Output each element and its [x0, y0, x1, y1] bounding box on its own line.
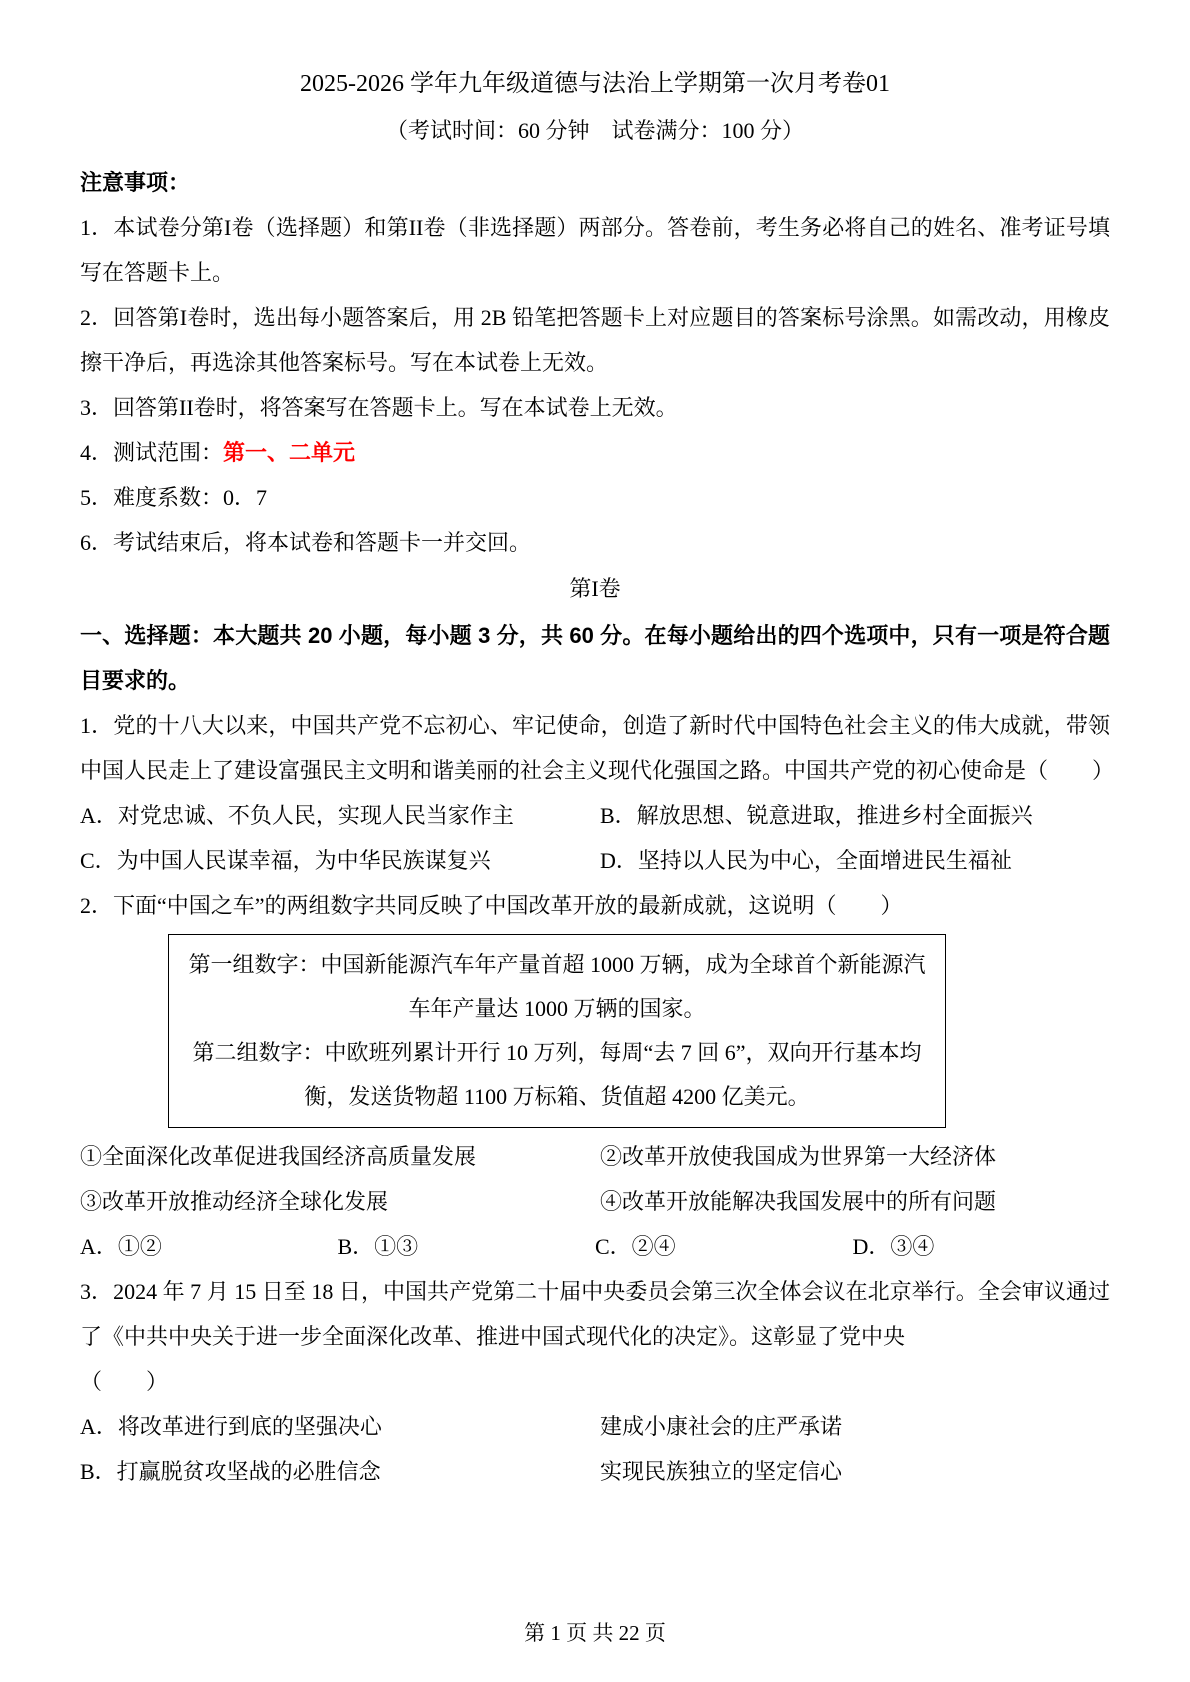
notice-item-4: [80, 430, 1110, 475]
question-2-statement-4: ④改革开放能解决我国发展中的所有问题: [600, 1189, 997, 1214]
question-1-option-d: D．坚持以人民为中心，全面增进民生福祉: [600, 848, 1012, 873]
question-2-option-d: D．③④: [852, 1234, 935, 1259]
exam-time-score-info: （考试时间：60 分钟 试卷满分：100 分）: [385, 118, 804, 143]
notice-item-3: 3．回答第II卷时，将答案写在答题卡上。写在本试卷上无效。: [80, 395, 678, 420]
notice-item-2: 2．回答第I卷时，选出每小题答案后，用 2B 铅笔把答题卡上对应题目的答案标号涂黑。如需改动，用橡皮擦干净后，再选涂其他答案标号。写在本试卷上无效。: [80, 305, 1110, 375]
question-2-statement-2: ②改革开放使我国成为世界第一大经济体: [600, 1144, 997, 1169]
page-title: 2025-2026 学年九年级道德与法治上学期第一次月考卷01: [300, 71, 890, 97]
notice-item-1: 1．本试卷分第I卷（选择题）和第II卷（非选择题）两部分。答卷前，考生务必将自己的姓名、准考证号填写在答题卡上。: [80, 215, 1110, 285]
notice-item-4-test-scope: 第一、二单元: [223, 440, 356, 465]
question-3-option-b: B．打赢脱贫攻坚战的必胜信念: [80, 1459, 381, 1484]
question-3-option-a: A．将改革进行到底的坚强决心: [80, 1414, 382, 1439]
question-2-statements: [80, 1134, 1110, 1224]
volume-1-heading: 第I卷: [569, 576, 621, 601]
question-3-option-right-1: 建成小康社会的庄严承诺: [600, 1414, 843, 1439]
question-1-option-c: C．为中国人民谋幸福，为中华民族谋复兴: [80, 848, 491, 873]
question-2-options: [80, 1224, 1110, 1269]
page-number-indicator: 第 1 页 共 22 页: [524, 1621, 666, 1645]
question-1-options: [80, 793, 1110, 883]
question-2-stem: 2．下面“中国之车”的两组数字共同反映了中国改革开放的最新成就，这说明（ ）: [80, 893, 903, 918]
question-2-option-b: B．①③: [337, 1234, 419, 1259]
question-2-data-group-1: 第一组数字：中国新能源汽车年产量首超 1000 万辆，成为全球首个新能源汽车年产量达 1000 万辆的国家。: [188, 952, 926, 1021]
question-3-stem: 3．2024 年 7 月 15 日至 18 日，中国共产党第二十届中央委员会第三次全体会议在北京举行。全会审议通过了《中共中央关于进一步全面深化改革、推进中国式现代化的决定》。这彰显了党中央: [80, 1279, 1110, 1349]
question-2-option-c: C．②④: [595, 1234, 676, 1259]
notice-item-5: 5．难度系数：0．7: [80, 485, 268, 510]
question-1-stem: 1．党的十八大以来，中国共产党不忘初心、牢记使命，创造了新时代中国特色社会主义的伟大成就，带领中国人民走上了建设富强民主文明和谐美丽的社会主义现代化强国之路。中国共产党的初心使命是（ ）: [80, 713, 1115, 783]
question-3-option-right-2: 实现民族独立的坚定信心: [600, 1459, 843, 1484]
question-1-option-a: A．对党忠诚、不负人民，实现人民当家作主: [80, 803, 514, 828]
question-2-data-group-2: 第二组数字：中欧班列累计开行 10 万列，每周“去 7 回 6”，双向开行基本均衡，发送货物超 1100 万标箱、货值超 4200 亿美元。: [192, 1040, 922, 1109]
question-3-stem-tail: （ ）: [80, 1369, 169, 1394]
question-2-option-a: A．①②: [80, 1234, 162, 1259]
question-2-statement-1: ①全面深化改革促进我国经济高质量发展: [80, 1144, 477, 1169]
question-2-material-box: [168, 934, 946, 1128]
notice-item-6: 6．考试结束后，将本试卷和答题卡一并交回。: [80, 530, 532, 555]
multiple-choice-section-instruction: 一、选择题：本大题共 20 小题，每小题 3 分，共 60 分。在每小题给出的四个选项中，只有一项是符合题目要求的。: [80, 623, 1110, 693]
notice-item-4-label: 4．测试范围：: [80, 440, 224, 465]
question-2-statement-3: ③改革开放推动经济全球化发展: [80, 1189, 389, 1214]
question-3-options: [80, 1404, 1110, 1494]
notices-heading: 注意事项：: [80, 170, 191, 195]
question-1-option-b: B．解放思想、锐意进取，推进乡村全面振兴: [600, 803, 1033, 828]
